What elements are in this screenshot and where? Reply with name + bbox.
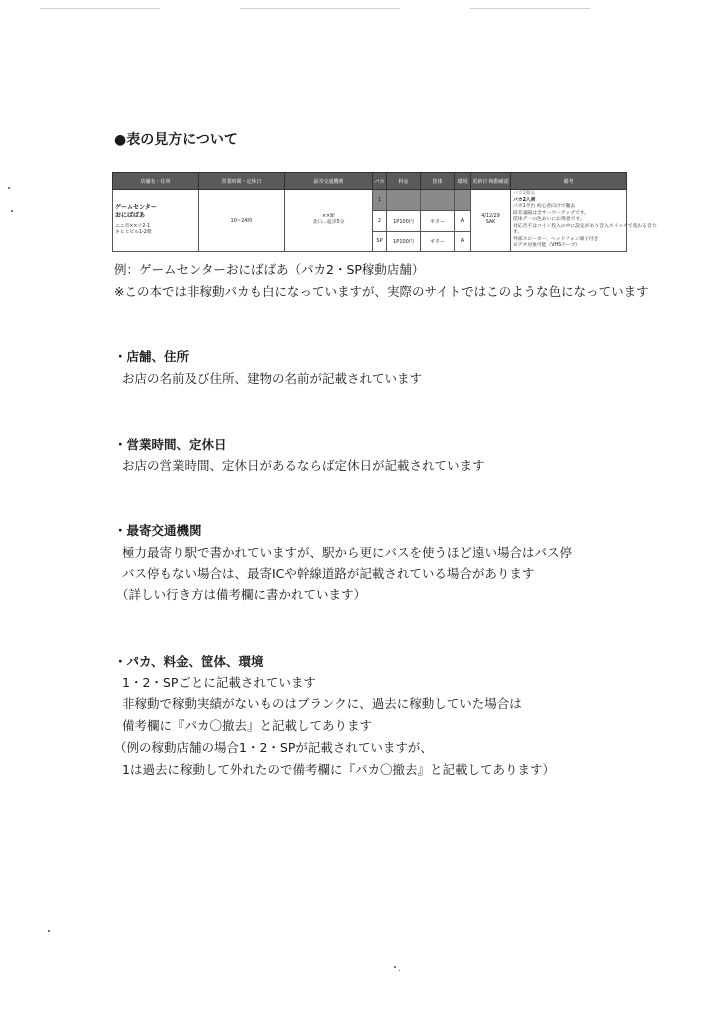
- header-env: 環境: [455, 173, 471, 190]
- cabinet-cell: [421, 190, 455, 211]
- section-heading-paka: ・パカ、料金、筐体、環境: [114, 654, 264, 669]
- color-note: ※この本では非稼動パカも白になっていますが、実際のサイトではこのような色になっています: [114, 284, 649, 299]
- scan-speck: [48, 930, 50, 932]
- example-table: [112, 172, 657, 252]
- section-text: バス停もない場合は、最寄ICや幹線道路が記載されている場合があります: [122, 566, 535, 581]
- transit-cell: [285, 190, 373, 252]
- section-text: 非稼動で稼動実績がないものはブランクに、過去に稼動していた場合は: [122, 696, 522, 711]
- paka-cell: 2: [373, 211, 387, 232]
- price-cell: [387, 190, 421, 211]
- note-line: す。: [513, 230, 523, 235]
- hours-cell: 10~24時: [199, 190, 285, 252]
- header-updated: 更新日 稼動確認: [471, 173, 511, 190]
- note-line: 筐体デ一の色あいにお得意です。: [513, 217, 585, 222]
- updated-cell: [471, 190, 511, 252]
- store-name-1: ゲームセンター: [115, 204, 157, 212]
- store-cell: [113, 190, 199, 252]
- header-store: 店舗名・住所: [113, 173, 199, 190]
- env-cell: A: [455, 211, 471, 232]
- header-cabinet: 筐体: [421, 173, 455, 190]
- price-cell: 1P100円: [387, 232, 421, 251]
- price-cell: 1P100円: [387, 211, 421, 232]
- scan-edge-line: [240, 8, 400, 9]
- transit-line-2: 北口…徒歩5分: [312, 220, 345, 226]
- section-text: 備考欄に『パカ〇撤去』と記載してあります: [122, 718, 373, 733]
- store-address-1: ニニ市××ぐ2-1: [115, 224, 151, 230]
- note-line: パカ2入荷: [513, 197, 536, 203]
- store-name-2: おにばばあ: [115, 212, 146, 220]
- section-text: 1は過去に稼動して外れたので備考欄に『パカ〇撤去』と記載してあります）: [122, 762, 555, 777]
- scan-edge-line: [40, 8, 160, 9]
- header-transit: 最寄交通機関: [285, 173, 373, 190]
- section-text: お店の営業時間、定休日があるならば定休日が記載されています: [122, 458, 485, 473]
- table-row: [113, 190, 627, 211]
- section-heading-hours: ・営業時間、定休日: [114, 437, 227, 452]
- cabinet-cell: ギター: [421, 211, 455, 232]
- note-line: ビデオ対象可能（VHSテープ）: [513, 243, 581, 248]
- section-text: 極力最寄り駅で書かれていますが、駅から更にバスを使うほど遠い場合はバス停: [122, 545, 573, 560]
- section-text: お店の名前及び住所、建物の名前が記載されています: [122, 371, 423, 386]
- note-line: 対応音不はコイン投入の中に設定があり音入スイッチで変わる音大: [513, 223, 657, 229]
- note-line: パカ1平台 初心者向けで撤去: [513, 204, 576, 209]
- header-notes: 備考: [511, 173, 627, 190]
- note-line: 外部スピーカー、ヘッドフォン端子付き: [513, 236, 599, 242]
- note-line: 段差遠隔は全サーワーアップです。: [513, 210, 589, 216]
- section-heading-store: ・店舗、住所: [114, 349, 190, 364]
- section-text: （詳しい行き方は備考欄に書かれています）: [116, 587, 367, 602]
- scan-speck: [11, 210, 13, 212]
- section-heading-transit: ・最寄交通機関: [114, 523, 202, 538]
- header-paka: パカ: [373, 173, 387, 190]
- table-header-row: [113, 173, 627, 190]
- note-line: パカ1撤去: [513, 191, 536, 196]
- paka-cell: SP: [373, 232, 387, 251]
- header-price: 料金: [387, 173, 421, 190]
- notes-cell: [511, 190, 657, 252]
- updated-status: SAK: [485, 220, 496, 226]
- transit-line-1: ××駅: [322, 213, 335, 219]
- cabinet-cell: ギター: [421, 232, 455, 251]
- section-title: ●表の見方について: [114, 132, 238, 148]
- scan-edge-line: [470, 8, 590, 9]
- scan-speck: [394, 966, 396, 968]
- env-cell: [455, 190, 471, 211]
- scan-speck: [399, 970, 400, 971]
- store-address-2: キヒヒビル1-2階: [115, 230, 152, 236]
- example-caption: 例：ゲームセンターおにばばあ（パカ2・SP稼動店舗）: [114, 262, 425, 277]
- updated-date: 4/12/29: [481, 213, 500, 219]
- scan-speck: [8, 187, 10, 189]
- env-cell: A: [455, 232, 471, 251]
- header-hours: 営業時間・定休日: [199, 173, 285, 190]
- section-text: （例の稼動店舗の場合1・2・SPが記載されていますが、: [114, 740, 433, 755]
- section-text: 1・2・SPごとに記載されています: [122, 675, 316, 690]
- paka-cell: 1: [373, 190, 387, 211]
